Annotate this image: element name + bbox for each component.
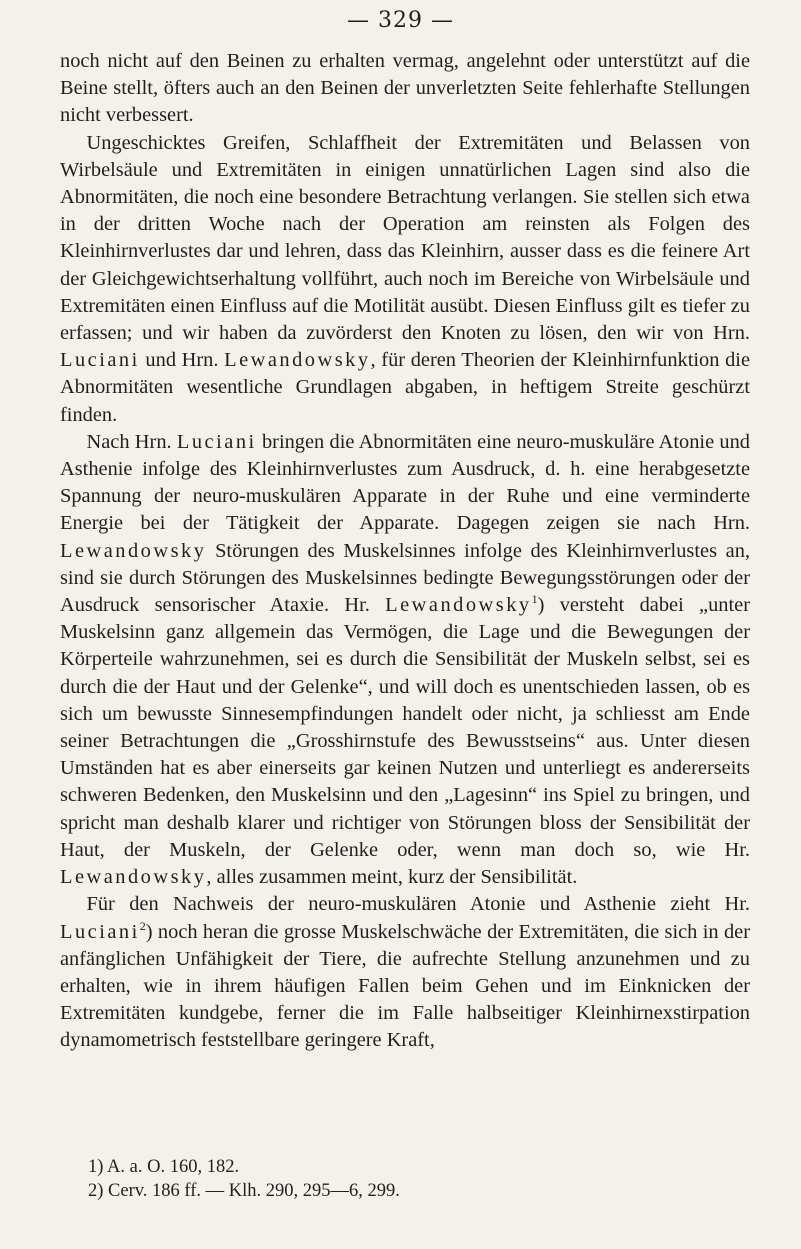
author-name: Lewandowsky	[224, 349, 371, 372]
text-run: Nach Hrn.	[86, 430, 177, 453]
paragraph	[60, 130, 750, 429]
footnote: 1) A. a. O. 160, 182.	[88, 1157, 240, 1177]
footnote-ref: 1	[531, 592, 538, 607]
author-name: Luciani	[60, 920, 140, 943]
body-text	[60, 48, 750, 1055]
author-name: Luciani	[60, 349, 140, 372]
paragraph	[60, 891, 750, 1054]
footnote-ref: 2	[139, 918, 146, 933]
text-run: Für den Nachweis der neuro-muskulären Atonie und Asthenie zieht Hr.	[86, 893, 750, 916]
text-run: ) noch heran die grosse Muskelschwäche der Extremitäten, die sich in der anfänglichen Unfähigkeit der Tiere, die aufrechte Stellung anzunehmen und zu erhalten, wie in ihrem häufigen Fallen beim Gehen und im Einknicken der Extremitäten kundgebe, ferner die im Falle halbseitiger Kleinhirnexstirpation dynamometrisch feststellbare geringere Kraft,	[60, 920, 750, 1052]
text-run: noch nicht auf den Beinen zu erhalten vermag, angelehnt oder unterstützt auf die Beine stellt, öfters auch an den Beinen der unverletzten Seite fehlerhafte Stellungen nicht verbessert.	[60, 50, 750, 127]
text-run: , alles zusammen meint, kurz der Sensibilität.	[206, 866, 578, 889]
author-name: Luciani	[176, 430, 257, 453]
author-name: Lewandowsky	[60, 866, 207, 889]
text-run: Störungen des Muskelsinnes infolge des Kleinhirnverlustes an, sind sie durch Störungen des Muskelsinnes bedingte Bewegungsstörungen oder der Ausdruck sensorischer Ataxie. Hr.	[60, 539, 750, 617]
paragraph	[60, 429, 750, 891]
text-run: und Hrn.	[139, 349, 225, 372]
footnote: 2) Cerv. 186 ff. — Klh. 290, 295—6, 299.	[88, 1181, 400, 1201]
page-header: — 329 —	[347, 8, 454, 33]
text-run: bringen die Abnormitäten eine neuro-muskuläre Atonie und Asthenie infolge des Kleinhirnverlustes zum Ausdruck, d. h. eine herabgesetzte Spannung der neuro-muskulären Apparate in der Ruhe und eine verminderte Energie bei der Tätigkeit der Apparate. Dagegen zeigen sie nach Hrn.	[60, 430, 750, 535]
text-run: , für deren Theorien der Kleinhirnfunktion die Abnormitäten wesentliche Grundlagen abgaben, in heftigem Streite geschürzt finden.	[60, 349, 750, 426]
footnotes	[88, 1155, 728, 1203]
text-run: Ungeschicktes Greifen, Schlaffheit der Extremitäten und Belassen von Wirbelsäule und Extremitäten in einigen unnatürlichen Lagen sind also die Abnormitäten, die noch eine besondere Betrachtung verlangen. Sie stellen sich etwa in der dritten Woche nach der Operation am reinsten als Folgen des Kleinhirnverlustes dar und lehren, dass das Kleinhirn, ausser dass es die feinere Art der Gleichgewichtserhaltung vollführt, auch noch im Bereiche von Wirbelsäule und Extremitäten einen Einfluss auf die Motilität ausübt. Diesen Einfluss gilt es tiefer zu erfassen; und wir haben da zuvörderst den Knoten zu lösen, den wir von Hrn.	[60, 131, 750, 345]
author-name: Lewandowsky	[385, 594, 532, 617]
text-run: ) versteht dabei „unter Muskelsinn ganz allgemein das Vermögen, die Lage und die Bewegungen der Körperteile wahrzunehmen, sei es durch die Sensibilität der Muskeln selbst, sei es durch die der Haut und der Gelenke“, und will doch es unentschieden lassen, ob es sich um bewusste Sinnesempfindungen handelt oder nicht, ja schliesst am Ende seiner Betrachtungen die „Grosshirnstufe des Bewusstseins“ aus. Unter diesen Umständen hat es aber einerseits gar keinen Nutzen und unterliegt es andererseits schweren Bedenken, den Muskelsinn und den „Lagesinn“ ins Spiel zu bringen, und spricht man deshalb klarer und richtiger von Störungen bloss der Sensibilität der Haut, der Muskeln, der Gelenke oder, wenn man doch so, wie Hr.	[60, 594, 750, 861]
paragraph	[60, 48, 750, 130]
author-name: Lewandowsky	[60, 539, 207, 562]
